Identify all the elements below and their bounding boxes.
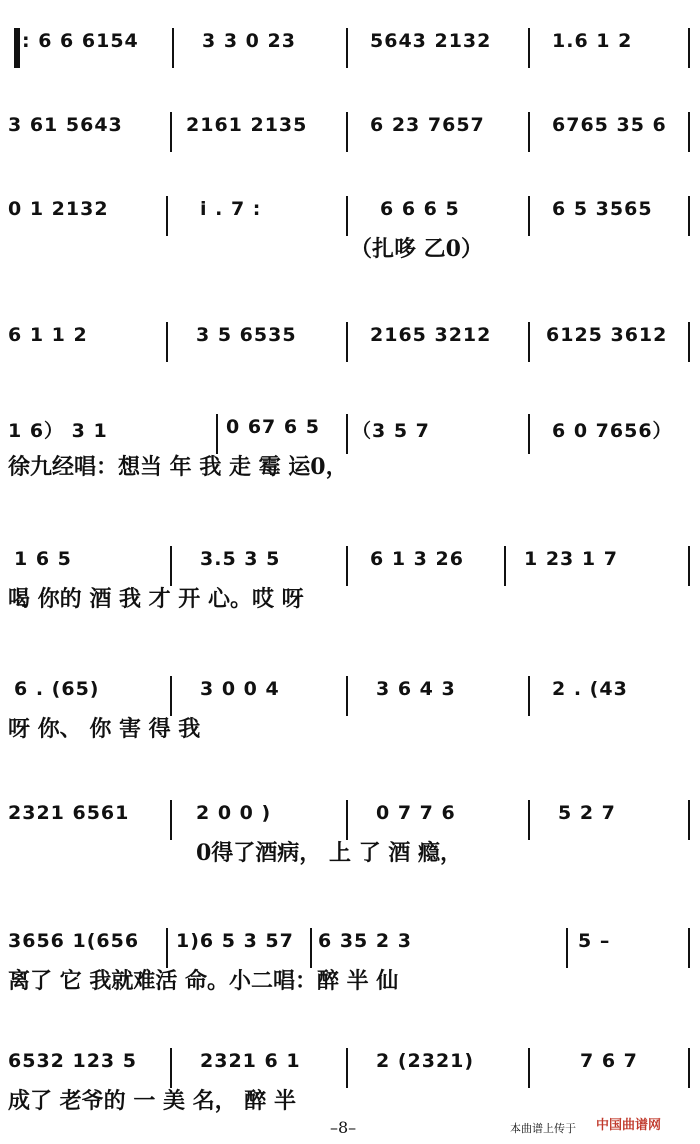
note-row xyxy=(0,28,700,56)
lyric-text: 呀 你、 你 害 得 我 xyxy=(8,716,201,742)
measure-notes: 3656 1(656 xyxy=(8,930,140,952)
note-row xyxy=(0,414,700,442)
measure-notes: 1 23 1 7 xyxy=(524,548,618,570)
measure-notes: 0 67 6 5 xyxy=(226,416,320,438)
measure-notes: 6 35 2 3 xyxy=(318,930,412,952)
barline xyxy=(166,196,168,236)
barline xyxy=(170,676,172,716)
site-logo: 中国曲谱网 xyxy=(596,1118,662,1133)
measure-notes: 5 2 7 xyxy=(558,802,616,824)
measure-notes: 3 0 0 4 xyxy=(200,678,280,700)
barline xyxy=(346,546,348,586)
measure-notes: 3 61 5643 xyxy=(8,114,123,136)
measure-notes: 2161 2135 xyxy=(186,114,308,136)
barline xyxy=(346,28,348,68)
barline xyxy=(528,800,530,840)
barline xyxy=(528,414,530,454)
measure-notes: 6 0 7656） xyxy=(552,420,673,442)
note-row xyxy=(0,196,700,224)
note-row xyxy=(0,322,700,350)
barline xyxy=(216,414,218,454)
measure-notes: 3.5 3 5 xyxy=(200,548,281,570)
measure-notes: 6 1 1 2 xyxy=(8,324,88,346)
measure-notes: 3 5 6535 xyxy=(196,324,297,346)
barline xyxy=(528,196,530,236)
barline xyxy=(688,928,690,968)
measure-notes: 0 7 7 6 xyxy=(376,802,456,824)
measure-notes: 5 – xyxy=(578,930,611,952)
measure-notes: 6765 35 6 xyxy=(552,114,667,136)
barline xyxy=(688,1048,690,1088)
barline xyxy=(528,1048,530,1088)
lyric-text: 成了 老爷的 一 美 名， 醉 半 xyxy=(8,1088,296,1114)
measure-notes: 1)6 5 3 57 xyxy=(176,930,294,952)
barline xyxy=(14,28,20,68)
footer-credit: 本曲谱上传于 xyxy=(510,1122,576,1135)
measure-notes: 2 0 0 ) xyxy=(196,802,272,824)
measure-notes: 2165 3212 xyxy=(370,324,492,346)
barline xyxy=(170,1048,172,1088)
measure-notes: 3 3 0 23 xyxy=(202,30,296,52)
measure-notes: 0 1 2132 xyxy=(8,198,109,220)
lyric-row xyxy=(0,836,700,868)
note-row xyxy=(0,112,700,140)
barline xyxy=(346,1048,348,1088)
note-row xyxy=(0,928,700,956)
measure-notes: 2321 6 1 xyxy=(200,1050,301,1072)
lyric-text: （扎哆 乙0） xyxy=(350,236,483,262)
barline xyxy=(688,800,690,840)
barline xyxy=(170,546,172,586)
lyric-row xyxy=(0,712,700,744)
lyric-text: 0得了酒病， 上 了 酒 瘾， xyxy=(196,840,462,866)
measure-notes: 6 23 7657 xyxy=(370,114,485,136)
measure-notes: 5643 2132 xyxy=(370,30,492,52)
lyric-row xyxy=(0,450,700,482)
measure-notes: 2321 6561 xyxy=(8,802,130,824)
page-number: –8– xyxy=(330,1118,357,1137)
barline xyxy=(688,196,690,236)
barline xyxy=(688,546,690,586)
measure-notes: 6532 123 5 xyxy=(8,1050,137,1072)
barline xyxy=(528,322,530,362)
measure-notes: 6 1 3 26 xyxy=(370,548,464,570)
lyric-text: 离了 它 我就难活 命。小二唱：醉 半 仙 xyxy=(8,968,399,994)
barline xyxy=(688,322,690,362)
barline xyxy=(346,196,348,236)
barline xyxy=(170,112,172,152)
measure-notes: 3 6 4 3 xyxy=(376,678,456,700)
note-row xyxy=(0,546,700,574)
lyric-row xyxy=(0,582,700,614)
barline xyxy=(528,112,530,152)
barline xyxy=(346,322,348,362)
barline xyxy=(346,800,348,840)
measure-notes: 1.6 1 2 xyxy=(552,30,633,52)
measure-notes: 6125 3612 xyxy=(546,324,668,346)
measure-notes: 7 6 7 xyxy=(580,1050,638,1072)
lyric-text: 喝 你的 酒 我 才 开 心。哎 呀 xyxy=(8,586,304,612)
measure-notes: 1 6） 3 1 xyxy=(8,420,108,442)
measure-notes: : 6 6 6154 xyxy=(22,30,139,52)
measure-notes: i . 7 : xyxy=(200,198,262,220)
barline xyxy=(688,28,690,68)
barline xyxy=(528,676,530,716)
barline xyxy=(172,28,174,68)
lyric-row xyxy=(0,232,700,264)
measure-notes: 6 6 6 5 xyxy=(380,198,460,220)
barline xyxy=(504,546,506,586)
measure-notes: （3 5 7 xyxy=(352,420,430,442)
note-row xyxy=(0,676,700,704)
barline xyxy=(310,928,312,968)
measure-notes: 6 5 3565 xyxy=(552,198,653,220)
note-row xyxy=(0,800,700,828)
barline xyxy=(688,112,690,152)
note-row xyxy=(0,1048,700,1076)
barline xyxy=(346,414,348,454)
measure-notes: 2 (2321) xyxy=(376,1050,475,1072)
barline xyxy=(346,676,348,716)
barline xyxy=(528,28,530,68)
barline xyxy=(170,800,172,840)
measure-notes: 6 . (65) xyxy=(14,678,100,700)
lyric-row xyxy=(0,964,700,996)
barline xyxy=(166,928,168,968)
barline xyxy=(166,322,168,362)
lyric-row xyxy=(0,1084,700,1116)
lyric-text: 徐九经唱：想当 年 我 走 霉 运0， xyxy=(8,454,348,480)
barline xyxy=(346,112,348,152)
measure-notes: 2 . (43 xyxy=(552,678,628,700)
measure-notes: 1 6 5 xyxy=(14,548,72,570)
barline xyxy=(566,928,568,968)
